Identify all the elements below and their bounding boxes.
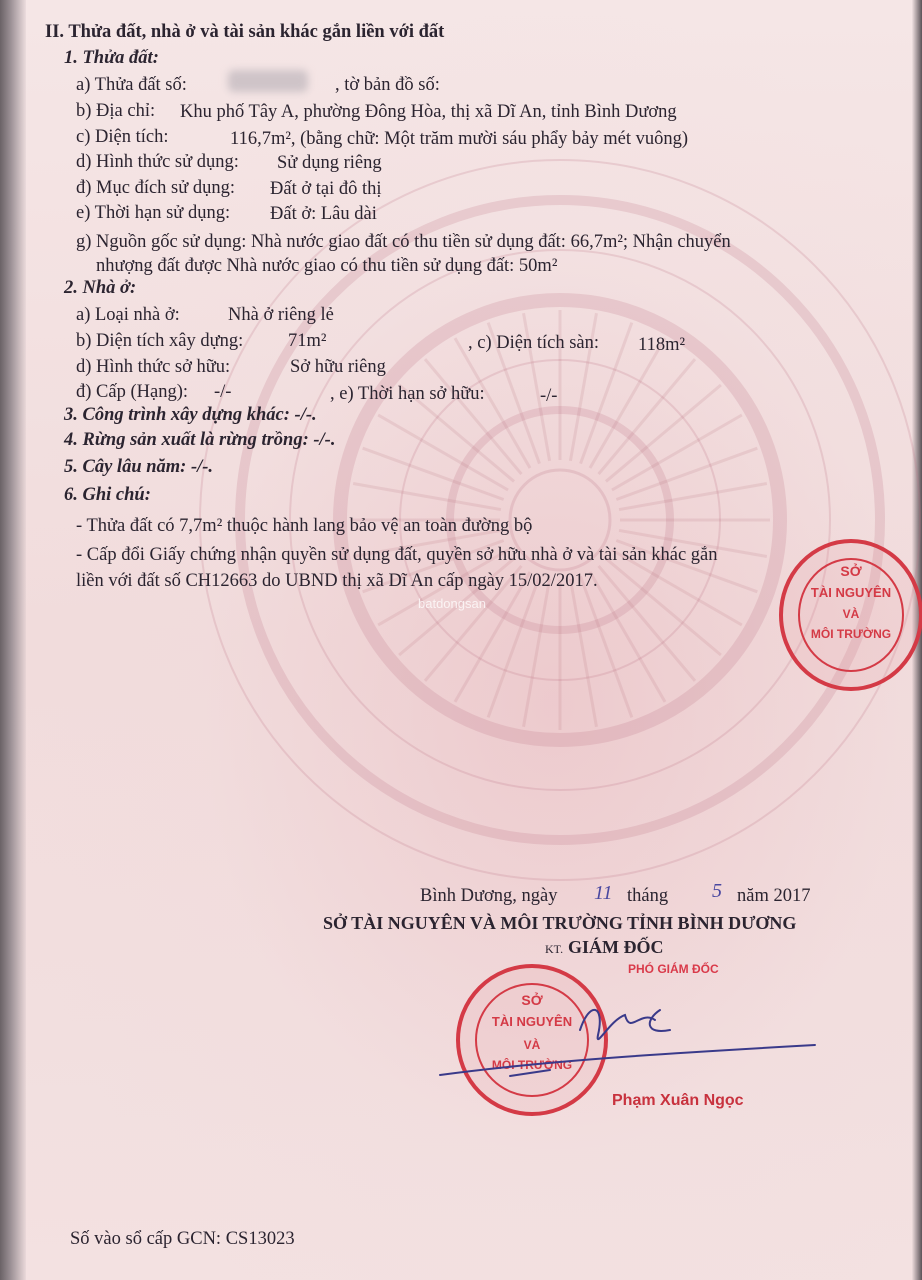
scan-edge-left [0,0,26,1280]
land-area-label: c) Diện tích: [76,127,169,147]
land-purpose-value: Đất ở tại đô thị [270,179,382,199]
note-2-line1: - Cấp đổi Giấy chứng nhận quyền sử dụng đất, quyền sở hữu nhà ở và tài sản khác gắn [76,545,718,565]
date-month: 5 [712,880,722,902]
land-address-value: Khu phố Tây A, phường Đông Hòa, thị xã Dĩ An, tỉnh Bình Dương [180,102,677,122]
date-place: Bình Dương, ngày [420,886,558,906]
director-title: GIÁM ĐỐC [568,937,664,957]
land-heading: 1. Thửa đất: [64,48,159,68]
house-type-label: a) Loại nhà ở: [76,305,180,325]
house-heading: 2. Nhà ở: [64,278,137,298]
batdongsan-watermark: batdongsan [418,596,486,611]
land-origin-line1: g) Nguồn gốc sử dụng: Nhà nước giao đất có thu tiền sử dụng đất: 66,7m²; Nhận chuyển [76,232,731,252]
other-construction: 3. Công trình xây dựng khác: -/-. [64,405,317,425]
note-1: - Thửa đất có 7,7m² thuộc hành lang bảo vệ an toàn đường bộ [76,516,533,536]
kt-prefix: KT. [545,942,564,956]
house-grade-label: đ) Cấp (Hạng): [76,382,188,402]
house-grade-value: -/- [214,382,232,402]
note-2-line2: liền với đất số CH12663 do UBND thị xã Dĩ An cấp ngày 15/02/2017. [76,571,598,591]
signer-name: Phạm Xuân Ngọc [612,1092,744,1109]
house-floor-area-value: 118m² [638,335,685,355]
deputy-director-stamp: PHÓ GIÁM ĐỐC [628,962,719,976]
land-origin-line2: nhượng đất được Nhà nước giao có thu tiền sử dụng đất: 50m² [96,256,558,276]
house-floor-area-label: , c) Diện tích sàn: [468,333,599,353]
handwritten-signature [430,990,830,1090]
section-title: II. Thửa đất, nhà ở và tài sản khác gắn liền với đất [45,22,445,42]
issuing-office: SỞ TÀI NGUYÊN VÀ MÔI TRƯỜNG TỈNH BÌNH DƯƠNG [323,913,797,933]
house-build-area-label: b) Diện tích xây dựng: [76,331,244,351]
official-seal-right [776,535,922,695]
date-month-label: tháng [627,886,669,906]
land-term-value: Đất ở: Lâu dài [270,204,377,224]
house-type-value: Nhà ở riêng lẻ [228,305,334,325]
land-term-label: e) Thời hạn sử dụng: [76,203,231,223]
house-term-label: , e) Thời hạn sở hữu: [330,384,485,404]
seal-right-line2: TÀI NGUYÊN [810,585,892,600]
house-term-value: -/- [540,386,558,406]
seal-sig-line4: MÔI TRƯỜNG [491,1058,573,1072]
land-map-label: , tờ bản đồ số: [335,75,440,95]
date-year: năm 2017 [737,886,811,906]
perennial-trees: 5. Cây lâu năm: -/-. [64,457,214,477]
seal-right-line3: VÀ [842,607,860,621]
date-day: 11 [594,882,613,904]
house-build-area-value: 71m² [288,331,327,351]
seal-sig-line2: TÀI NGUYÊN [491,1014,573,1029]
redacted-parcel-number [228,70,308,92]
land-area-value: 116,7m², (bằng chữ: Một trăm mười sáu phẩy bảy mét vuông) [230,129,689,149]
land-parcel-label: a) Thửa đất số: [76,75,187,95]
land-usage-form-label: d) Hình thức sử dụng: [76,152,239,172]
seal-right-line4: MÔI TRƯỜNG [810,627,892,641]
land-usage-form-value: Sử dụng riêng [277,153,382,173]
seal-right-line1: SỞ [840,563,862,579]
production-forest: 4. Rừng sản xuất là rừng trồng: -/-. [64,430,336,450]
seal-sig-line3: VÀ [523,1038,541,1052]
registry-number: Số vào sổ cấp GCN: CS13023 [70,1229,295,1249]
house-ownership-label: d) Hình thức sở hữu: [76,357,231,377]
seal-sig-line1: SỞ [521,992,543,1008]
land-address-label: b) Địa chỉ: [76,101,156,121]
land-purpose-label: đ) Mục đích sử dụng: [76,178,236,198]
notes-heading: 6. Ghi chú: [64,485,151,505]
house-ownership-value: Sở hữu riêng [290,357,386,377]
